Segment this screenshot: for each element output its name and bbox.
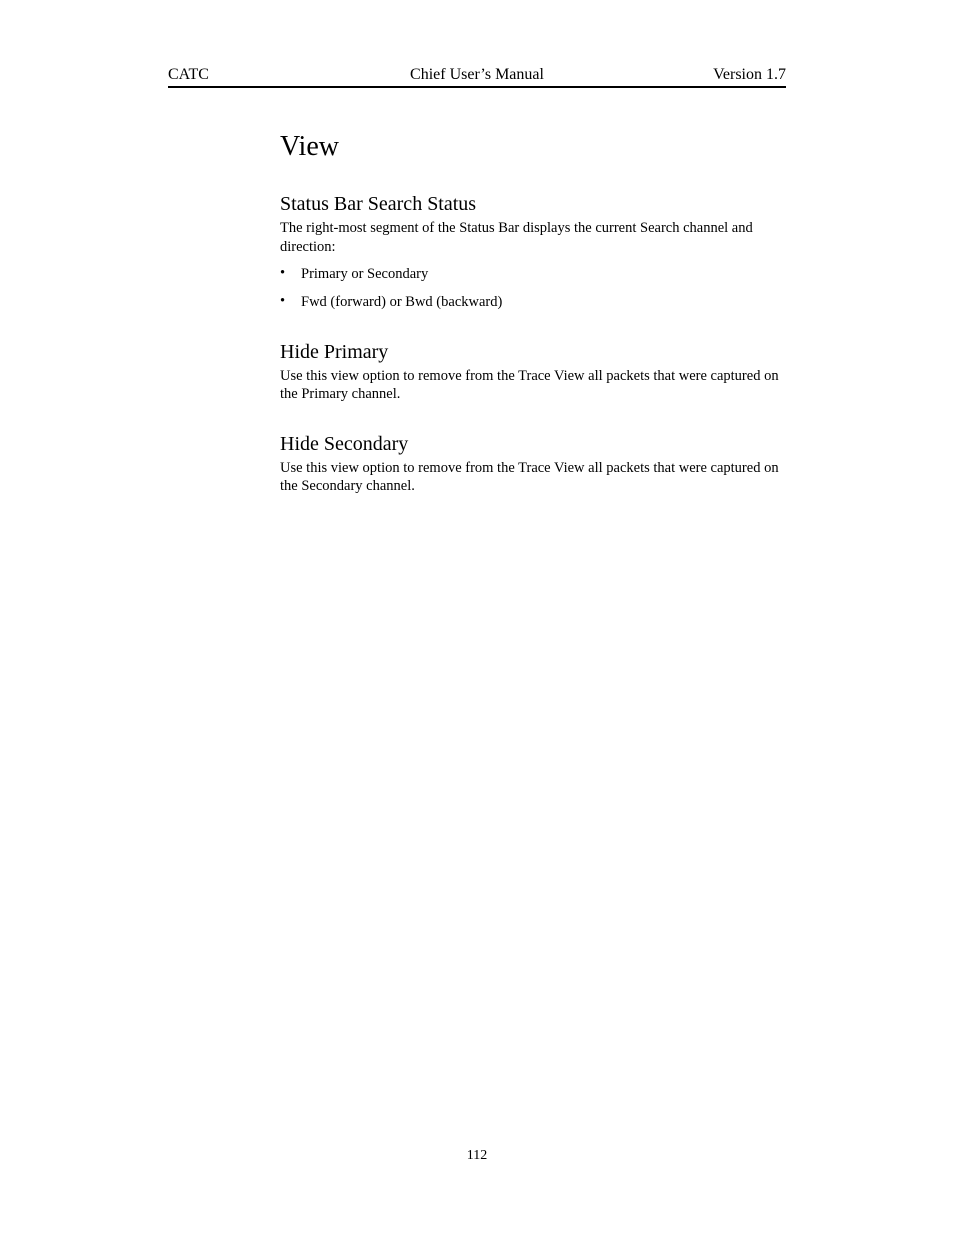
section-body: Use this view option to remove from the Trace View all packets that were captured on the Secondary channel. (280, 459, 779, 494)
header-manual-title: Chief User’s Manual (410, 66, 544, 83)
bullet-icon: • (280, 265, 286, 281)
list-item (280, 293, 786, 312)
bullet-icon: • (280, 293, 286, 309)
section-title: Hide Primary (280, 340, 389, 363)
section-title: Status Bar Search Status (280, 193, 477, 215)
section-hide-primary (280, 340, 786, 404)
list-item-text: Primary or Secondary (301, 266, 429, 282)
page-number: 112 (466, 1148, 488, 1163)
running-header (168, 64, 786, 88)
page-title: View (280, 131, 339, 162)
header-version: Version 1.7 (713, 66, 786, 83)
header-company: CATC (168, 66, 209, 83)
page-content (280, 130, 786, 496)
section-title: Hide Secondary (280, 432, 409, 455)
section-body: The right-most segment of the Status Bar displays the current Search channel and direction: (280, 220, 753, 255)
bullet-list (280, 265, 786, 312)
section-body: Use this view option to remove from the Trace View all packets that were captured on the Primary channel. (280, 367, 779, 402)
list-item-text: Fwd (forward) or Bwd (backward) (301, 294, 503, 310)
section-status-bar-search-status (280, 192, 786, 312)
section-hide-secondary (280, 432, 786, 496)
list-item (280, 265, 786, 284)
